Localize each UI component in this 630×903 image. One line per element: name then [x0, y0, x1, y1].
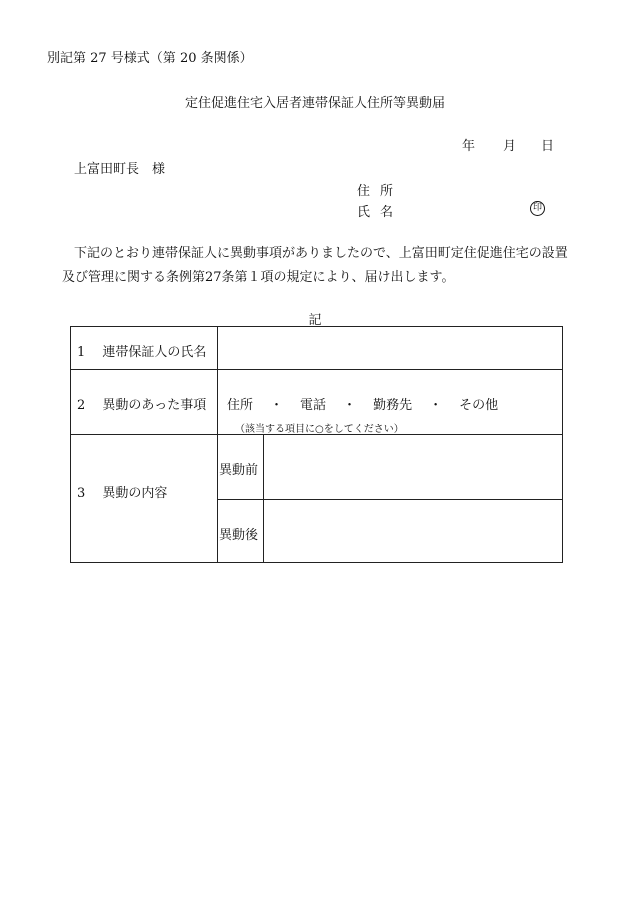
record-table	[70, 326, 563, 563]
document-title: 定住促進住宅入居者連帯保証人住所等異動届	[184, 96, 445, 111]
row2-instruction-note: （該当する項目に○をしてください）	[235, 424, 404, 435]
body-line-1: 下記のとおり連帯保証人に異動事項がありましたので、上富田町定住促進住宅の設置	[74, 246, 568, 261]
applicant-name-label: 氏名	[357, 205, 404, 220]
sub-row-divider	[217, 499, 562, 500]
row3-label: 3 異動の内容	[77, 486, 168, 501]
row-divider	[71, 369, 562, 370]
option-workplace[interactable]: 勤務先	[373, 398, 413, 413]
row1-label: 1 連帯保証人の氏名	[77, 345, 207, 360]
change-item-options	[227, 394, 498, 413]
body-line-2: 及び管理に関する条例第27条第１項の規定により、届け出します。	[62, 270, 455, 285]
sub-label-column-divider	[263, 435, 264, 562]
seal-icon: 印	[530, 201, 545, 216]
form-number: 別記第 27 号様式（第 20 条関係）	[47, 51, 253, 66]
option-separator: ・	[429, 398, 443, 413]
option-phone[interactable]: 電話	[300, 398, 327, 413]
date-day-label: 日	[541, 139, 555, 154]
option-address[interactable]: 住所	[227, 398, 254, 413]
after-change-label: 異動後	[219, 528, 259, 543]
label-column-divider	[217, 327, 218, 562]
date-month-label: 月	[503, 139, 517, 154]
option-other[interactable]: その他	[459, 398, 499, 413]
addressee: 上富田町長 様	[74, 162, 166, 177]
row2-label: 2 異動のあった事項	[77, 398, 207, 413]
option-separator: ・	[343, 398, 357, 413]
option-separator: ・	[270, 398, 284, 413]
before-change-label: 異動前	[219, 463, 259, 478]
applicant-address-label: 住所	[357, 184, 404, 199]
body-paragraph	[48, 242, 593, 290]
date-year-label: 年	[462, 139, 476, 154]
record-heading: 記	[308, 313, 322, 328]
